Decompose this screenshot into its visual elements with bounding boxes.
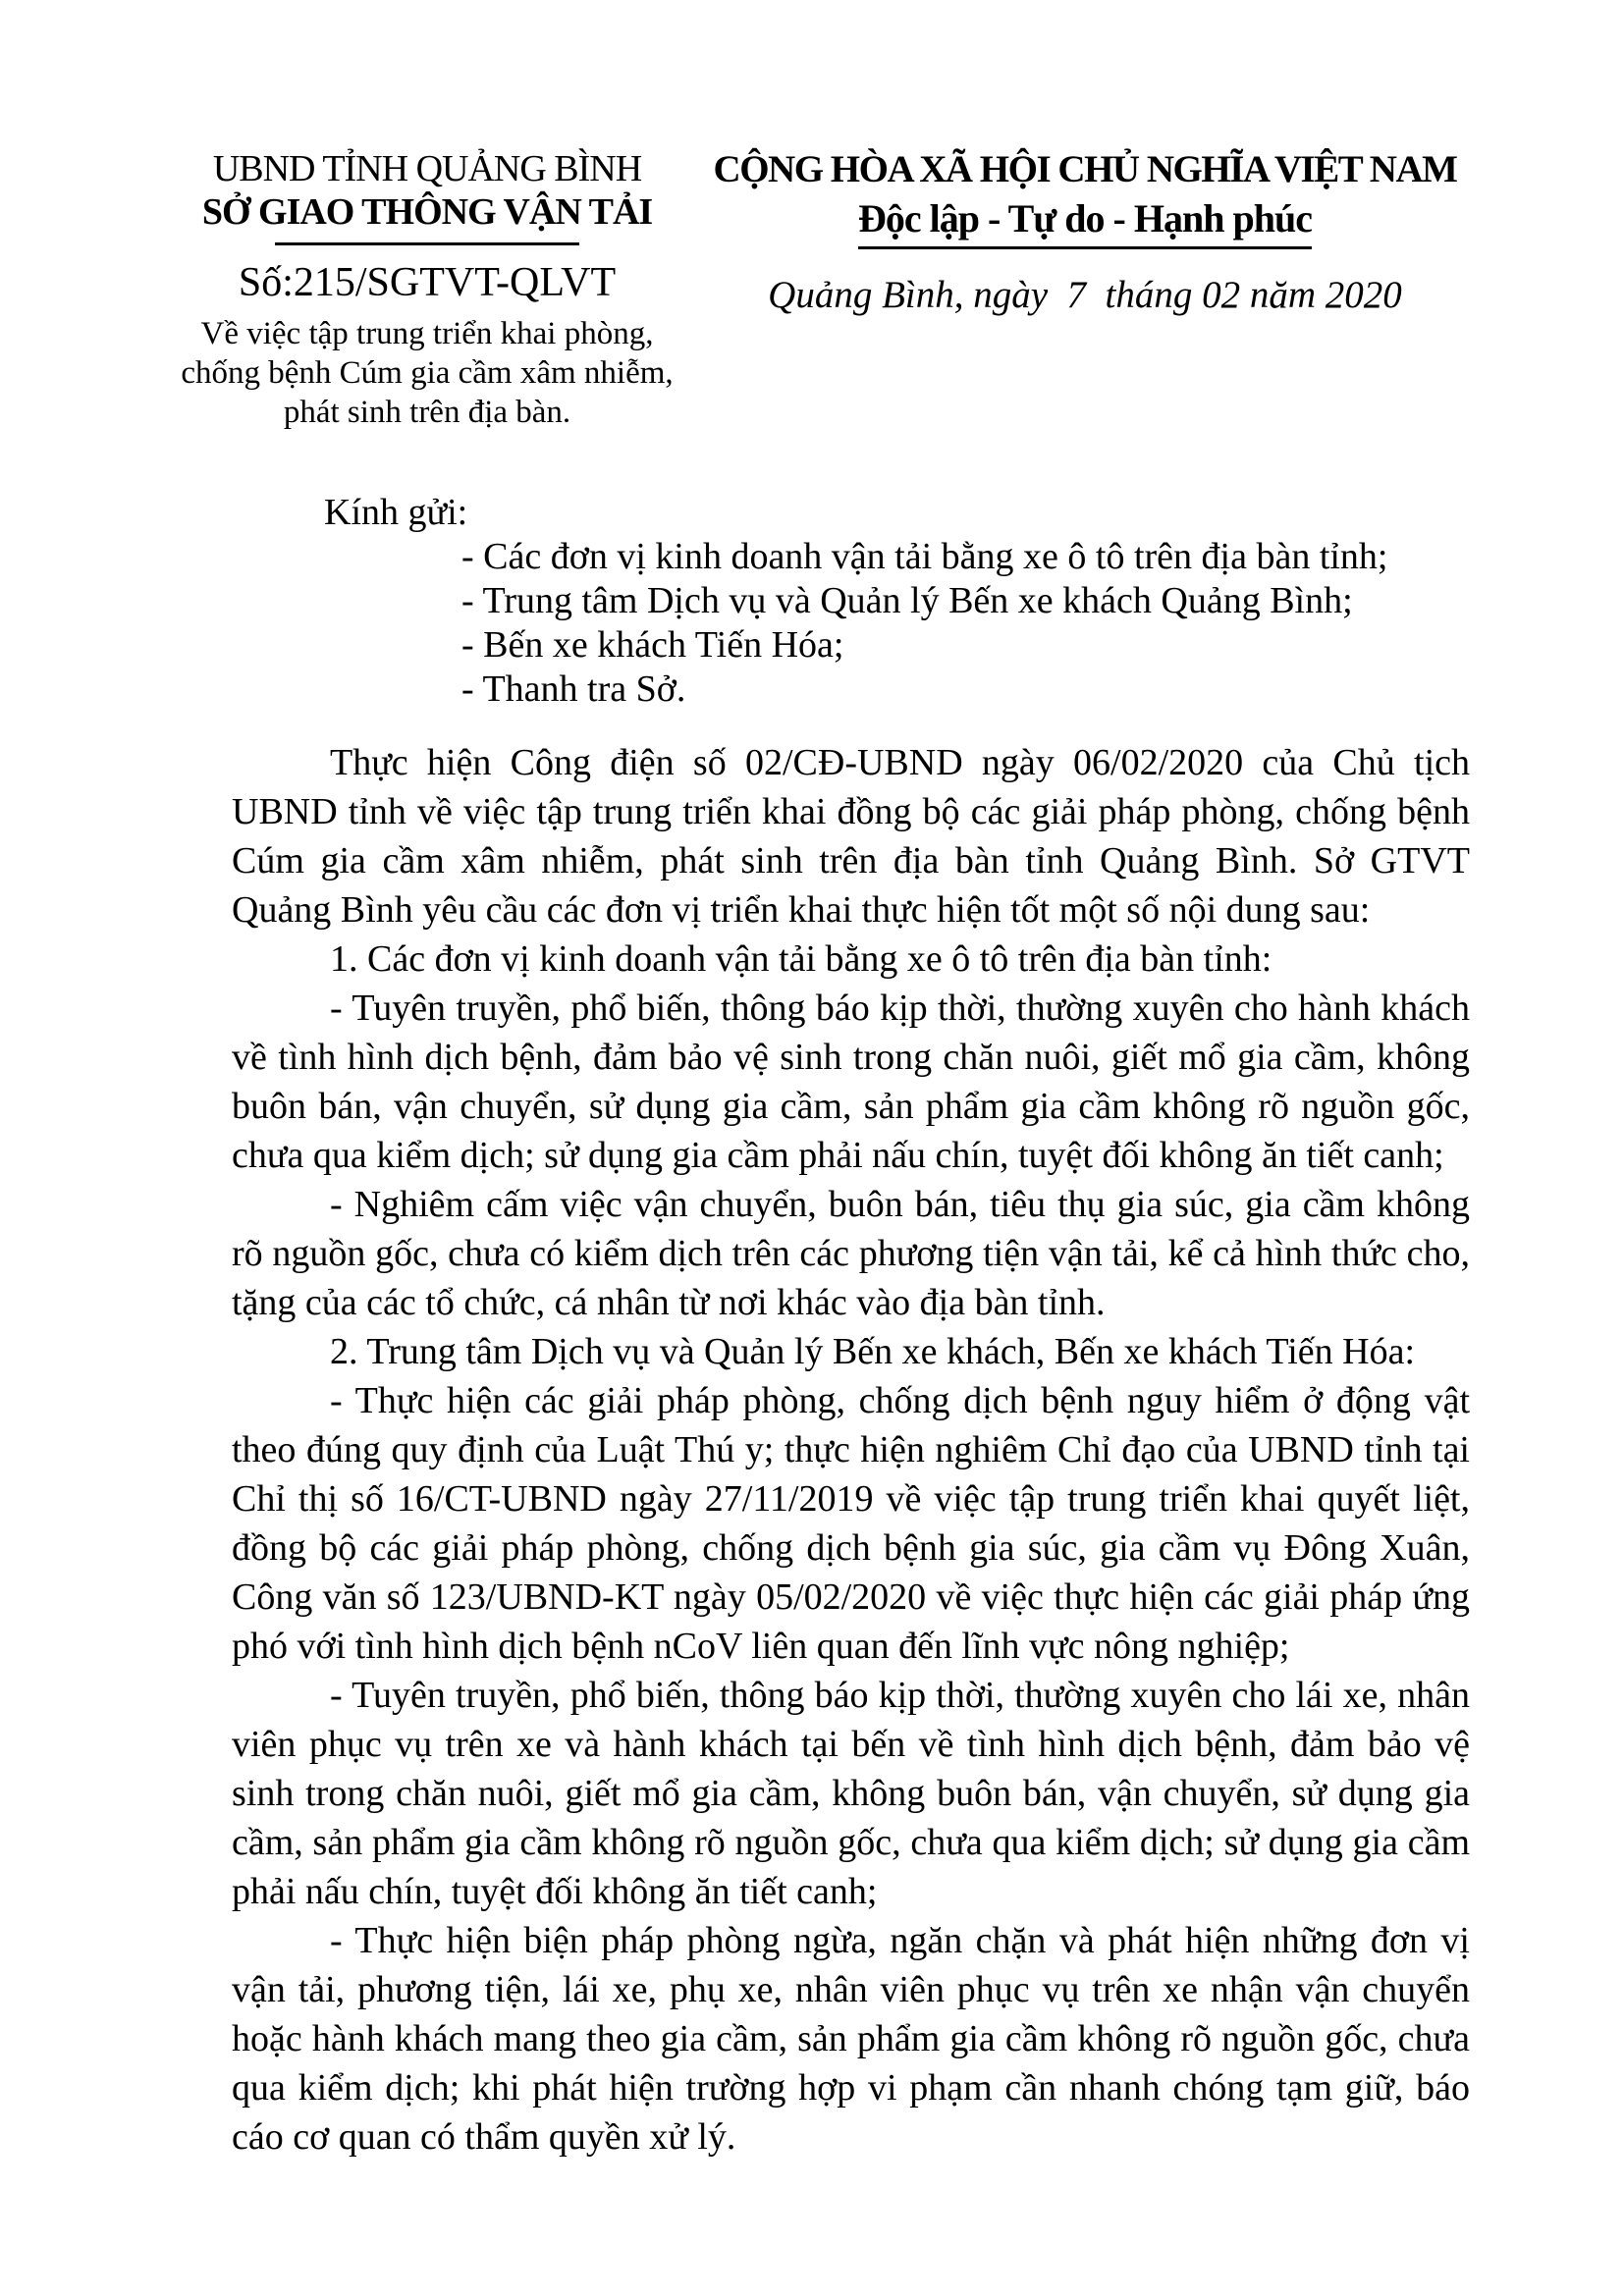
motto-wrap bbox=[707, 196, 1463, 249]
recipient-list bbox=[461, 535, 1502, 712]
recipients-block bbox=[324, 491, 1502, 712]
recipient-item: - Các đơn vị kinh doanh vận tải bằng xe ô tô trên địa bàn tỉnh; bbox=[461, 536, 1388, 577]
org-name: SỞ GIAO THÔNG VẬN TẢI bbox=[201, 191, 653, 233]
recipient-item: - Thanh tra Sở. bbox=[461, 668, 686, 710]
body-paragraph: Thực hiện Công điện số 02/CĐ-UBND ngày 06/02/2020 của Chủ tịch UBND tỉnh về việc tập trung triển khai đồng bộ các giải pháp phòng, chống bệnh Cúm gia cầm xâm nhiễm, phát sinh trên địa bàn tỉnh Quảng Bình. Sở GTVT Quảng Bình yêu cầu các đơn vị triển khai thực hiện tốt một số nội dung sau: bbox=[232, 742, 1470, 931]
document-number: Số:215/SGTVT-QLVT bbox=[238, 260, 617, 305]
recipient-item: - Trung tâm Dịch vụ và Quản lý Bến xe khách Quảng Bình; bbox=[461, 580, 1353, 621]
body-section-heading: 2. Trung tâm Dịch vụ và Quản lý Bến xe khách, Bến xe khách Tiến Hóa: bbox=[330, 1331, 1416, 1372]
document-subject: Về việc tập trung triển khai phòng, chống bệnh Cúm gia cầm xâm nhiễm, phát sinh trên địa bàn. bbox=[181, 316, 674, 430]
body-paragraph: - Thực hiện các giải pháp phòng, chống dịch bệnh nguy hiểm ở động vật theo đúng quy định của Luật Thú y; thực hiện nghiêm Chỉ đạo của UBND tỉnh tại Chỉ thị số 16/CT-UBND ngày 27/11/2019 về việc tập trung triển khai quyết liệt, đồng bộ các giải pháp phòng, chống dịch bệnh gia súc, gia cầm vụ Đông Xuân, Công văn số 123/UBND-KT ngày 05/02/2020 về việc thực hiện các giải pháp ứng phó với tình hình dịch bệnh nCoV liên quan đến lĩnh vực nông nghiệp; bbox=[232, 1380, 1470, 1667]
body-paragraph: - Nghiêm cấm việc vận chuyển, buôn bán, tiêu thụ gia súc, gia cầm không rõ nguồn gốc, chưa có kiểm dịch trên các phương tiện vận tải, kể cả hình thức cho, tặng của các tổ chức, cá nhân từ nơi khác vào địa bàn tỉnh. bbox=[232, 1184, 1470, 1323]
salutation: Kính gửi: bbox=[324, 492, 468, 533]
national-title: CỘNG HÒA XÃ HỘI CHỦ NGHĨA VIỆT NAM bbox=[713, 148, 1457, 190]
recipient-item: - Bến xe khách Tiến Hóa; bbox=[461, 624, 844, 666]
national-header-block bbox=[707, 147, 1463, 432]
document-body bbox=[232, 738, 1470, 2162]
document-header bbox=[0, 147, 1624, 432]
issuing-org-block bbox=[147, 147, 707, 432]
national-motto: Độc lập - Tự do - Hạnh phúc bbox=[858, 196, 1312, 249]
body-paragraph: - Thực hiện biện pháp phòng ngừa, ngăn chặn và phát hiện những đơn vị vận tải, phương tiện, lái xe, phụ xe, nhân viên phục vụ trên xe nhận vận chuyển hoặc hành khách mang theo gia cầm, sản phẩm gia cầm không rõ nguồn gốc, chưa qua kiểm dịch; khi phát hiện trường hợp vi phạm cần nhanh chóng tạm giữ, báo cáo cơ quan có thẩm quyền xử lý. bbox=[232, 1920, 1470, 2158]
body-paragraph: - Tuyên truyền, phổ biến, thông báo kịp thời, thường xuyên cho lái xe, nhân viên phục vụ trên xe và hành khách tại bến về tình hình dịch bệnh, đảm bảo vệ sinh trong chăn nuôi, giết mổ gia cầm, không buôn bán, vận chuyển, sử dụng gia cầm, sản phẩm gia cầm không rõ nguồn gốc, chưa qua kiểm dịch; sử dụng gia cầm phải nấu chín, tuyệt đối không ăn tiết canh; bbox=[232, 1675, 1470, 1912]
body-section-heading: 1. Các đơn vị kinh doanh vận tải bằng xe ô tô trên địa bàn tỉnh: bbox=[330, 938, 1272, 980]
org-name-underline bbox=[275, 242, 579, 245]
parent-org-name: UBND TỈNH QUẢNG BÌNH bbox=[212, 148, 642, 189]
body-paragraph: - Tuyên truyền, phổ biến, thông báo kịp thời, thường xuyên cho hành khách về tình hình dịch bệnh, đảm bảo vệ sinh trong chăn nuôi, giết mổ gia cầm, không buôn bán, vận chuyển, sử dụng gia cầm, sản phẩm gia cầm không rõ nguồn gốc, chưa qua kiểm dịch; sử dụng gia cầm phải nấu chín, tuyệt đối không ăn tiết canh; bbox=[232, 988, 1470, 1176]
place-date-line: Quảng Bình, ngày 7 tháng 02 năm 2020 bbox=[768, 274, 1402, 316]
